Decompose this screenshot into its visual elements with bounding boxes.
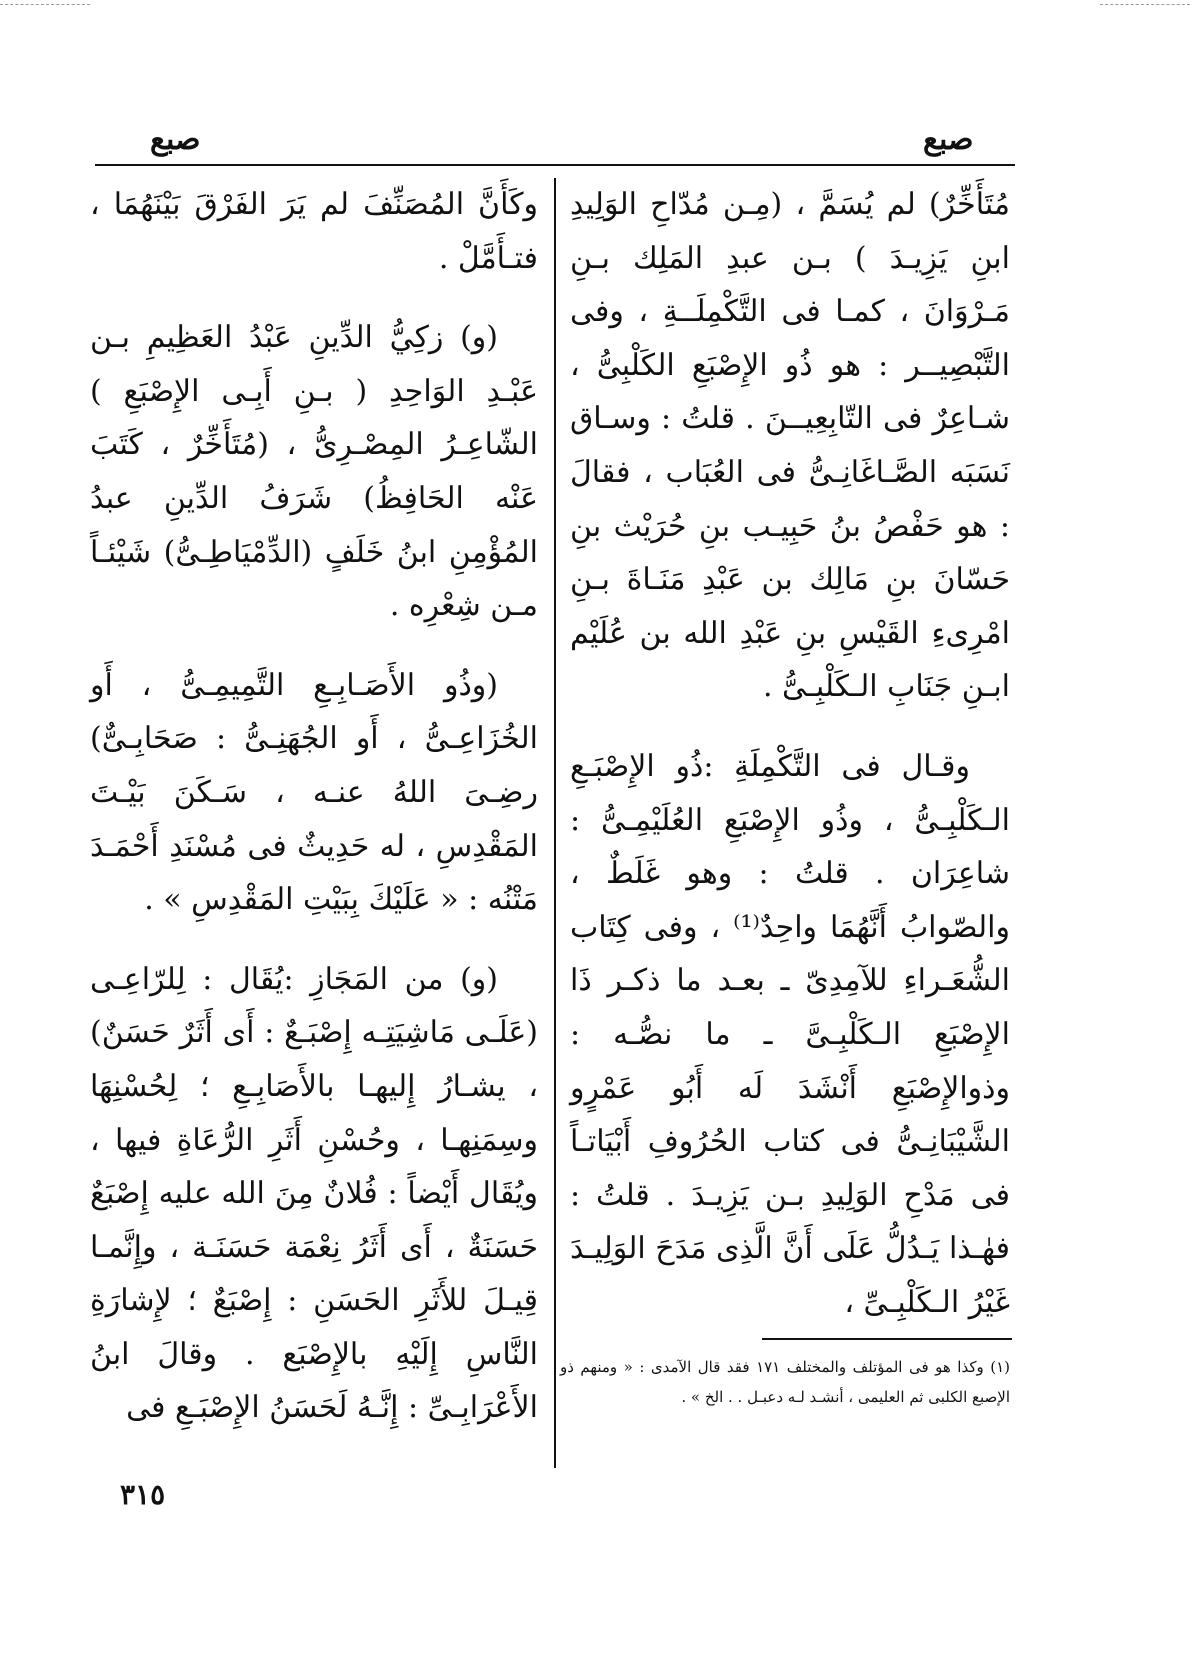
paragraph: (و) من المَجَازِ :يُقَال : لِلرّاعِـى (عَلَـى مَاشِيَتِـه إِصْبَـعٌ : أَى أَثَرٌ حَسَنٌ) ، يشـارُ إِليهـا بالأَصَابِـعِ ؛ لِحُسْنِهَا وسِمَنِهـا ، وحُسْنِ أَثَرِ الرُّعَاةِ فيها ، ويُقَال أَيْضاً : فُلانٌ مِنَ الله عليه إِصْبَعٌ حَسَنَةٌ ، أَى أَثَرُ نِعْمَة حَسَنَـة ، وإِنَّمـا قِيـلَ للأَثَرِ الحَسَنِ : إِصْبَعٌ ؛ لإِشارَةِ النَّاسِ إِلَيْهِ بالإِصْبَع . وقالَ ابنُ الأَعْرَابِـىِّ : إِنَّـهُ لَحَسَنُ الإِصْبَـعِ فى — [90, 961, 538, 1426]
paragraph: مُتَأَخِّرٌ) لم يُسَمَّ ، (مِـن مُدّاحِ الوَلِيدِ ابنِ يَزِيـدَ ) بـن عبدِ المَلِك بـنِ مَـرْوَانَ ، كمـا فى التَّكْمِلَــةِ ، وفى التَّبْصِيــر : هو ذُو الإِصْبَعِ الكَلْبِىُّ ، شـاعِرٌ فى التّابِعِيــنَ . قلتُ : وسـاق نَسَبَه الصَّـاغَانِـىُّ فى العُبَاب ، فقالَ : هو حَفْصُ بنُ حَبِيـب بنِ حُرَيْث بنِ حَسّانَ بنِ مَالِك بن عَبْدِ مَنَـاةَ بـنِ امْرِىءِ القَيْسِ بنِ عَبْدِ الله بن عُلَيْم ابـنِ جَنَابِ الـكَلْبِـىُّ . — [570, 187, 1010, 705]
running-head-left: صبع — [150, 122, 201, 157]
right-column — [570, 178, 1010, 1355]
paragraph: وكَأَنَّ المُصَنِّفَ لم يَرَ الفَرْقَ بَيْنَهُمَا ، فتـأَمَّلْ . — [90, 187, 538, 276]
footnote-rule — [762, 1338, 1012, 1340]
footnote: (١) وكذا هو فى المؤتلف والمختلف ١٧١ فقد قال الآمدى : « ومنهم ذو الإصبع الكلبى ثم العليمى ، أنشـد لـه دعبـل . . الخ » . — [560, 1358, 1010, 1406]
header-rule — [95, 164, 1015, 166]
scan-edge-mark — [0, 4, 90, 5]
scan-edge-mark — [1100, 4, 1190, 5]
paragraph: وقـال فى التَّكْمِلَةِ :ذُو الإِصْبَـعِ الـكَلْبِـىُّ ، وذُو الإِصْبَعِ العُلَيْمِـىُّ : شاعِرَان . قلتُ : وهو غَلَطٌ ، والصّوابُ أَنَّهُمَا واحِدٌ⁽¹⁾ ، وفى كِتَاب الشُّعَـراءِ للآمِدِىّ ـ بعـد ما ذكـر ذَا الإِصْبَعِ الـكَلْبِـىَّ ـ ما نصُّـه : وذوالإِصْبَعِ أَنْشَدَ لَه أَبُو عَمْرٍو الشَّيْبَانِـىُّ فى كتاب الحُرُوفِ أَبْيَاتـاً فى مَدْحِ الوَلِيدِ بـن يَزِيـدَ . قلتُ : فهٰـذا يَـدُلُّ عَلَى أَنَّ الَّذِى مَدَحَ الوَلِيـدَ غَيْرُ الـكَلْبِـىِّ ، — [570, 748, 1010, 1320]
left-column — [90, 178, 538, 1461]
paragraph: (وذُو الأَصَـابِـعِ التَّمِيمِـىُّ ، أَو الخُزَاعِـىُّ ، أَو الجُهَنِـىُّ : صَحَابِـىٌّ) رضِـىَ اللهُ عنـه ، سَـكَنَ بَيْـتَ المَقْدِسِ ، له حَدِيثٌ فى مُسْنَدِ أَحْمَـدَ مَتْنُه : « عَلَيْكَ بِبَيْتِ المَقْدِسِ » . — [90, 667, 538, 918]
paragraph: (و) زكِيُّ الدِّينِ عَبْدُ العَظِيمِ بـن عَبْـدِ الوَاحِدِ ( بـنِ أَبِـى الإِصْبَعِ ) الشّاعِـرُ المِصْـرِىُّ ، (مُتَأَخِّرٌ ، كَتَبَ عَنْه الحَافِظُ) شَرَفُ الدِّينِ عبدُ المُؤْمِنِ ابنُ خَلَفٍ (الدِّمْيَاطِـىُّ) شَيْئـاً مـن شِعْرِه . — [90, 320, 538, 624]
page-number: ٣١٥ — [120, 1478, 166, 1511]
column-divider — [554, 178, 556, 1468]
running-head-right: صبع — [923, 122, 974, 157]
